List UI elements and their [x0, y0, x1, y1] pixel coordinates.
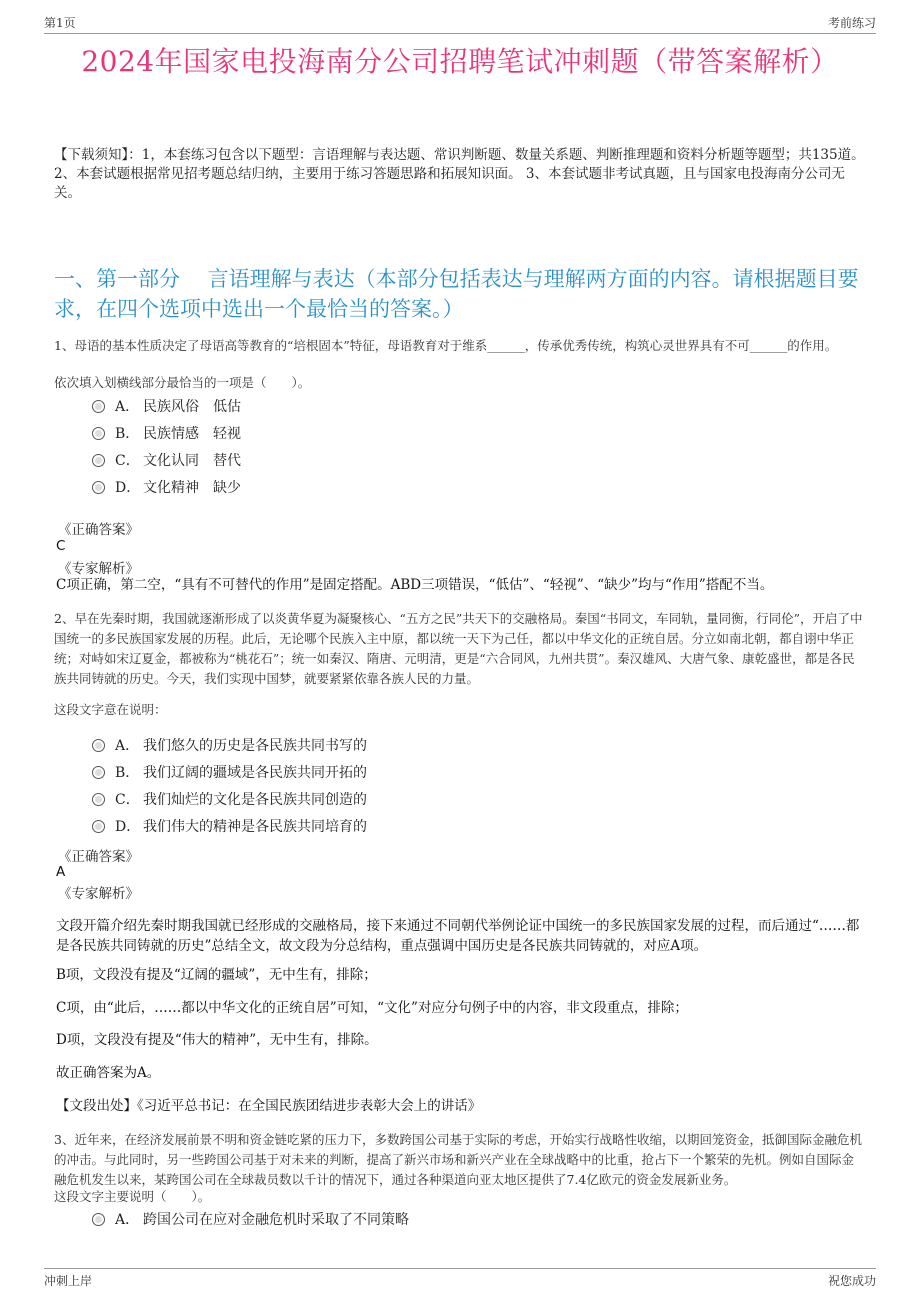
question-3-text: 3、近年来，在经济发展前景不明和资金链吃紧的压力下，多数跨国公司基于实际的考虑，开始实行战略性收缩，以期回笼资金，抵御国际金融危机的冲击。与此同时，另一些跨国公司基于对未来的判断，提高了新兴市场和新兴产业在全球战略中的比重，抢占下一个繁荣的先机。例如自国际金融危机发生以来，某跨国公司在全球裁员数以千计的情况下，通过各种渠道向亚太地区提供了7.4亿欧元的资金发展新业务。	[54, 1132, 862, 1187]
footer-divider	[44, 1268, 876, 1269]
correct-answer-label: 《正确答案》	[58, 849, 139, 865]
page-header	[44, 12, 876, 32]
question-3-prompt: 这段文字主要说明（ ）。	[54, 1189, 211, 1204]
page-number: 第1页	[44, 16, 76, 30]
question-2-analysis-c: C项，由“此后，……都以中华文化的正统自居”可知，“文化”对应分句例子中的内容，非文段重点，排除；	[56, 1000, 688, 1016]
footer-left-label: 冲刺上岸	[44, 1274, 93, 1288]
footer-right-label: 祝您成功	[827, 1274, 876, 1288]
question-2-analysis-summary: 文段开篇介绍先秦时期我国就已经形成的交融格局，接下来通过不同朝代举例论证中国统一的多民族国家发展的过程，而后通过“……都是各民族共同铸就的历史”总结全文，故文段为分总结构，重点强调中国历史是各民族共同铸就的，对应A项。	[56, 918, 860, 954]
question-2-conclusion: 故正确答案为A。	[56, 1065, 161, 1081]
radio-icon[interactable]	[92, 481, 105, 494]
question-1-option-c[interactable]: C． 文化认同 替代	[92, 450, 241, 472]
question-2-option-c[interactable]: C． 我们灿烂的文化是各民族共同创造的	[92, 789, 367, 811]
expert-analysis-label: 《专家解析》	[58, 886, 139, 902]
radio-icon[interactable]	[92, 427, 105, 440]
download-notice: 【下载须知】：1，本套练习包含以下题型：言语理解与表达题、常识判断题、数量关系题、判断推理题和资料分析题等题型；共135道。 2、本套试题根据常见招考题总结归纳，主要用于练习答题思路和拓展知识面。 3、本套试题非考试真题，且与国家电投海南分公司无关。	[54, 147, 865, 201]
radio-icon[interactable]	[92, 400, 105, 413]
question-2-answer: A	[56, 864, 66, 880]
question-1-answer: C	[56, 538, 66, 554]
question-2-text: 2、早在先秦时期，我国就逐渐形成了以炎黄华夏为凝聚核心、“五方之民”共天下的交融格局。秦国“书同文，车同轨，量同衡，行同伦”，开启了中国统一的多民族国家发展的历程。此后，无论哪个民族入主中原，都以统一天下为己任，都以中华文化的正统自居。分立如南北朝，都自诩中华正统；对峙如宋辽夏金，都被称为“桃花石”；统一如秦汉、隋唐、元明清，更是“六合同风，九州共贯”。秦汉雄风、大唐气象、康乾盛世，都是各民族共同铸就的历史。今天，我们实现中国梦，就要紧紧依靠各族人民的力量。	[54, 611, 863, 686]
radio-icon[interactable]	[92, 1213, 105, 1226]
question-2-prompt: 这段文字意在说明：	[54, 702, 167, 717]
correct-answer-label: 《正确答案》	[58, 522, 139, 538]
radio-icon[interactable]	[92, 739, 105, 752]
question-1-option-a[interactable]: A． 民族风俗 低估	[92, 396, 241, 418]
section-title: 一、第一部分 言语理解与表达（本部分包括表达与理解两方面的内容。请根据题目要求，在四个选项中选出一个最恰当的答案。）	[54, 267, 859, 321]
question-1-text: 1、母语的基本性质决定了母语高等教育的“培根固本”特征，母语教育对于维系______，传承优秀传统，构筑心灵世界具有不可______的作用。	[54, 338, 838, 353]
expert-analysis-label: 《专家解析》	[58, 561, 139, 577]
question-2-analysis-b: B项，文段没有提及“辽阔的疆域”，无中生有，排除；	[56, 967, 377, 983]
question-1-analysis: C项正确，第二空，“具有不可替代的作用”是固定搭配。ABD三项错误，“低估”、“轻视”、“缺少”均与“作用”搭配不当。	[56, 577, 774, 593]
radio-icon[interactable]	[92, 454, 105, 467]
question-2-option-a[interactable]: A． 我们悠久的历史是各民族共同书写的	[92, 735, 367, 757]
header-divider	[44, 33, 876, 34]
question-2-analysis-d: D项，文段没有提及“伟大的精神”，无中生有，排除。	[56, 1032, 378, 1048]
document-title: 2024年国家电投海南分公司招聘笔试冲刺题（带答案解析）	[81, 45, 839, 78]
question-2-source: 【文段出处】《习近平总书记：在全国民族团结进步表彰大会上的讲话》	[56, 1098, 482, 1114]
question-2-option-d[interactable]: D． 我们伟大的精神是各民族共同培育的	[92, 816, 367, 838]
question-1-option-d[interactable]: D． 文化精神 缺少	[92, 477, 241, 499]
header-right-label: 考前练习	[827, 16, 876, 30]
radio-icon[interactable]	[92, 820, 105, 833]
radio-icon[interactable]	[92, 766, 105, 779]
question-1-prompt: 依次填入划横线部分最恰当的一项是（ ）。	[54, 375, 311, 390]
question-1-option-b[interactable]: B． 民族情感 轻视	[92, 423, 241, 445]
radio-icon[interactable]	[92, 793, 105, 806]
question-2-option-b[interactable]: B． 我们辽阔的疆域是各民族共同开拓的	[92, 762, 367, 784]
question-3-option-a[interactable]: A． 跨国公司在应对金融危机时采取了不同策略	[92, 1209, 409, 1231]
